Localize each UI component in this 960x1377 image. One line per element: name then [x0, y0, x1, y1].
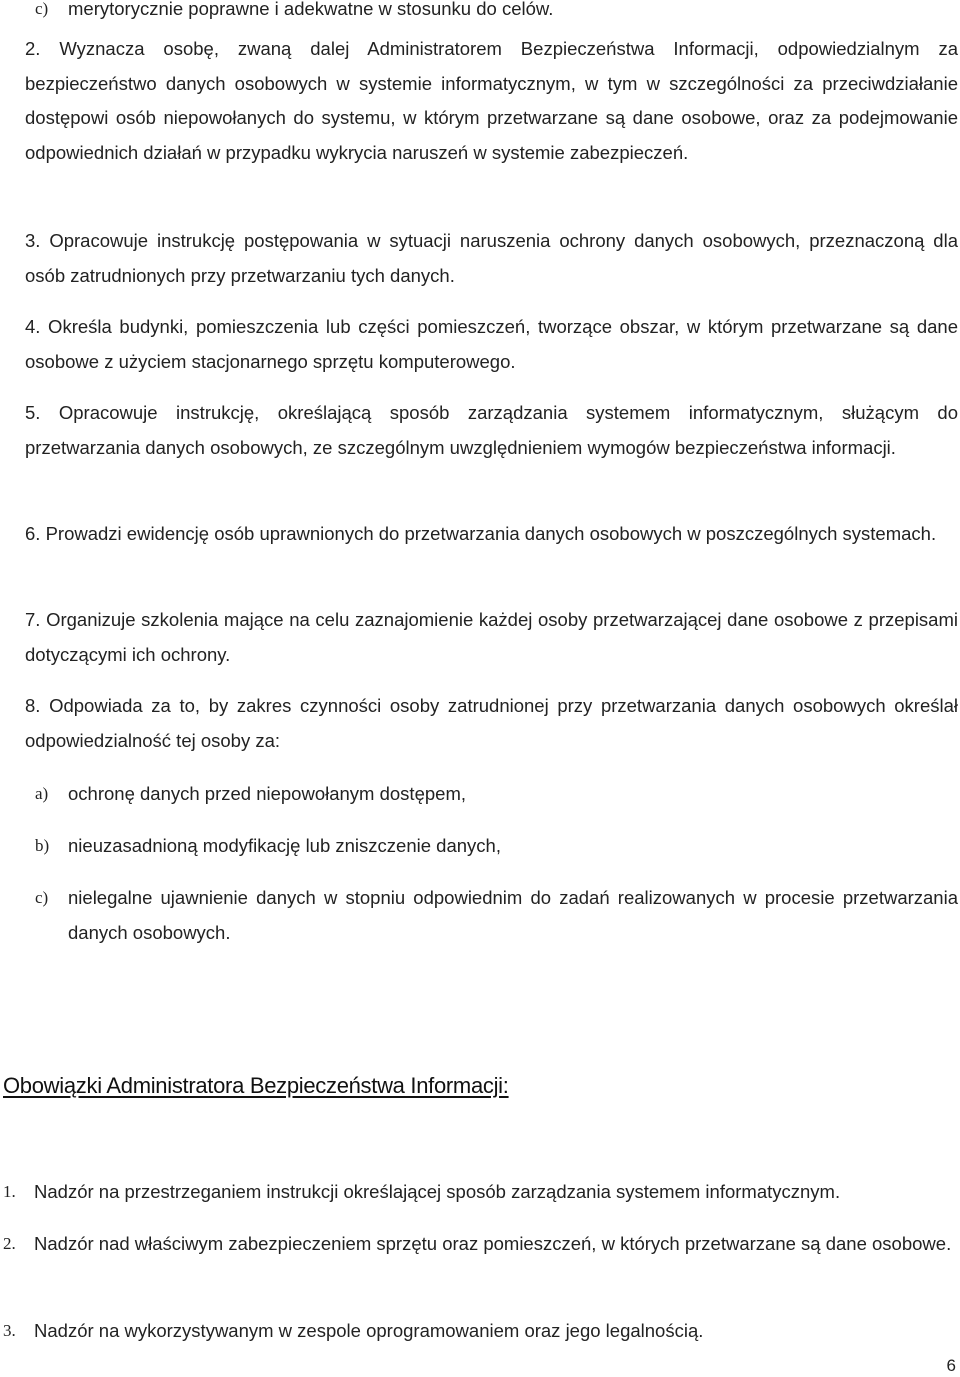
list-item-text: nieuzasadnioną modyfikację lub zniszczenie danych, [68, 835, 501, 856]
list-marker: 2. [3, 1234, 16, 1253]
list-item-text: nielegalne ujawnienie danych w stopniu odpowiednim do zadań realizowanych w procesie przetwarzania danych osobowych. [68, 887, 958, 943]
list-marker: c) [35, 888, 49, 907]
list-marker: a) [35, 784, 49, 803]
paragraph-3: 3. Opracowuje instrukcję postępowania w sytuacji naruszenia ochrony danych osobowych, przeznaczoną dla osób zatrudnionych przy przetwarzaniu tych danych. [25, 230, 958, 286]
list-marker: 1. [3, 1182, 16, 1201]
paragraph-2: 2. Wyznacza osobę, zwaną dalej Administratorem Bezpieczeństwa Informacji, odpowiedzialnym za bezpieczeństwo danych osobowych w systemie informatycznym, w tym w szczególności za przeciwdziałanie dostępowi osób niepowołanych do systemu, w którym przetwarzane są dane osobowe, oraz za podejmowanie odpowiednich działań w przypadku wykrycia naruszeń w systemie zabezpieczeń. [25, 38, 958, 163]
list-item-top-c [35, 0, 958, 27]
list-marker: 3. [3, 1321, 16, 1340]
obligation-item-1 [3, 1175, 958, 1210]
section-heading: Obowiązki Administratora Bezpieczeństwa Informacji: [3, 1073, 509, 1098]
list-item-text: Nadzór na przestrzeganiem instrukcji określającej sposób zarządzania systemem informatycznym. [34, 1181, 841, 1202]
list-item-text: ochronę danych przed niepowołanym dostępem, [68, 783, 466, 804]
paragraph-7: 7. Organizuje szkolenia mające na celu zaznajomienie każdej osoby przetwarzającej dane osobowe z przepisami dotyczącymi ich ochrony. [25, 609, 958, 665]
list-item-text: Nadzór nad właściwym zabezpieczeniem sprzętu oraz pomieszczeń, w których przetwarzane są dane osobowe. [34, 1233, 952, 1254]
list-marker: c) [35, 0, 49, 18]
paragraph-8: 8. Odpowiada za to, by zakres czynności osoby zatrudnionej przy przetwarzania danych osobowych określał odpowiedzialność tej osoby za: [25, 695, 958, 751]
paragraph-6: 6. Prowadzi ewidencję osób uprawnionych do przetwarzania danych osobowych w poszczególnych systemach. [25, 523, 937, 544]
list-item-b [35, 829, 958, 864]
list-item-c [35, 881, 958, 950]
list-item-text: merytorycznie poprawne i adekwatne w stosunku do celów. [68, 0, 554, 19]
paragraph-5: 5. Opracowuje instrukcję, określającą sposób zarządzania systemem informatycznym, służącym do przetwarzania danych osobowych, ze szczególnym uwzględnieniem wymogów bezpieczeństwa informacji. [25, 402, 958, 458]
page-number: 6 [946, 1356, 956, 1375]
list-item-text: Nadzór na wykorzystywanym w zespole oprogramowaniem oraz jego legalnością. [34, 1320, 704, 1341]
paragraph-4: 4. Określa budynki, pomieszczenia lub części pomieszczeń, tworzące obszar, w którym przetwarzane są dane osobowe z użyciem stacjonarnego sprzętu komputerowego. [25, 316, 958, 372]
list-marker: b) [35, 836, 50, 855]
obligation-item-3 [3, 1314, 958, 1349]
list-item-a [35, 777, 958, 812]
obligation-item-2 [3, 1227, 958, 1262]
